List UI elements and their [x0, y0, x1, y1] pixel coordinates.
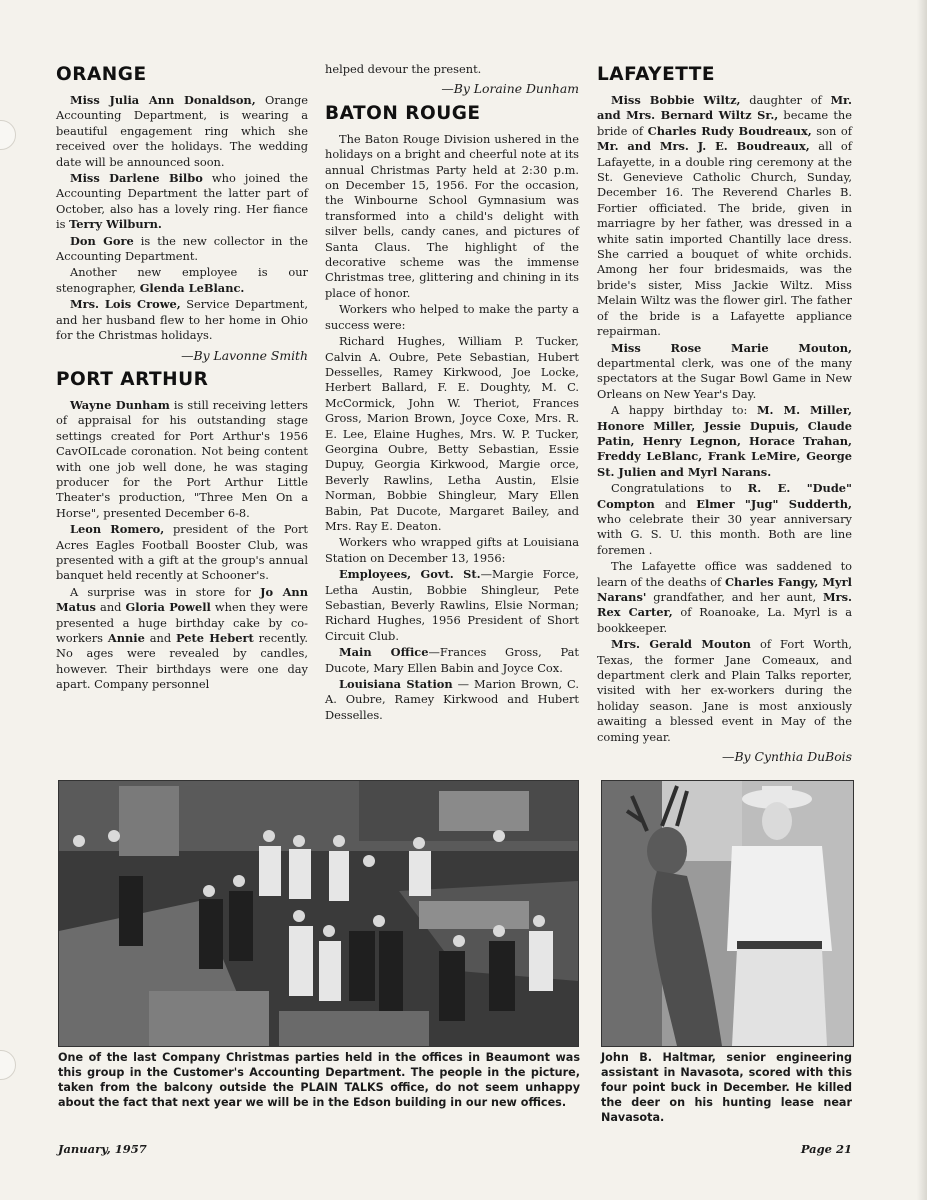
binder-hole — [0, 1050, 16, 1080]
paragraph: Miss Rose Marie Mouton, departmental clerk, was one of the many spectators at the Sugar Bowl Game in New Orleans on New Year's Day. — [597, 340, 852, 401]
paragraph: Main Office—Frances Gross, Pat Ducote, Mary Ellen Babin and Joyce Cox. — [325, 645, 579, 675]
paragraph: Richard Hughes, William P. Tucker, Calvin A. Oubre, Pete Sebastian, Hubert Desselles, Ramey Kirkwood, Joe Locke, Herbert Ballard, F. E. Doughty, M. C. McCormick, John W. Theriot, Frances Gross, Marion Brown, Joyce Coxe, Mrs. R. E. Lee, Elaine Hughes, Mrs. W. P. Tucker, Georgina Oubre, Betty Sebastian, Essie Dupuy, Georgia Kirkwood, Margie orce, Beverly Rawlins, Letha Austin, Elsie Norman, Bobbie Shingleur, Mary Ellen Babin, Pat Ducote, Margaret Bailey, and Mrs. Ray E. Deaton. — [325, 334, 579, 533]
paragraph: Mrs. Lois Crowe, Service Department, and her husband flew to her home in Ohio for the Christmas holidays. — [56, 297, 308, 343]
page-edge-shadow — [917, 0, 927, 1200]
paragraph: Wayne Dunham is still receiving letters of appraisal for his outstanding stage settings created for Port Arthur's 1956 CavOILcade coronation. Not being content with one job well done, he was staging producer for the Port Arthur Little Theater's production, "Three Men On a Horse", presented December 6-8. — [56, 397, 308, 520]
section-heading-port-arthur: PORT ARTHUR — [56, 368, 209, 390]
issue-date: January, 1957 — [58, 1142, 147, 1156]
paragraph: A surprise was in store for Jo Ann Matus and Gloria Powell when they were presented a huge birthday cake by co-workers Annie and Pete Hebert recently. No ages were revealed by candles, however. Their birthdays were one day apart. Company personnel — [56, 584, 308, 692]
paragraph: Don Gore is the new collector in the Accounting Department. — [56, 233, 308, 264]
column-left — [56, 62, 308, 694]
byline: —By Lavonne Smith — [181, 347, 308, 363]
paragraph: Another new employee is our stenographer, Glenda LeBlanc. — [56, 265, 308, 295]
binder-hole — [0, 120, 16, 150]
paragraph: Miss Darlene Bilbo who joined the Accounting Department the latter part of October, also has a lovely ring. Her fiance is Terry Wilburn. — [56, 171, 308, 232]
party-photo-caption: One of the last Company Christmas parties held in the offices in Beaumont was this group in the Customer's Accounting Department. The people in the picture, taken from the balcony outside the PLAIN TALKS office, do not seem unhappy about the fact that next year we will be in the Edson building in our new offices. — [58, 1051, 580, 1109]
paragraph: Workers who wrapped gifts at Louisiana Station on December 13, 1956: — [325, 535, 579, 565]
paragraph: Mrs. Gerald Mouton of Fort Worth, Texas, the former Jane Comeaux, and department clerk and Plain Talks reporter, visited with her ex-workers during the holiday season. Jane is most anxiously awaiting a blessed event in May of the coming year. — [597, 637, 852, 744]
paragraph: Congratulations to R. E. "Dude" Compton and Elmer "Jug" Sudderth, who celebrate their 30 year anniversary with G. S. U. this month. Both are line foremen . — [597, 481, 852, 557]
office-party-photo — [58, 780, 579, 1047]
paragraph: Workers who helped to make the party a success were: — [325, 302, 579, 332]
paragraph: The Baton Rouge Division ushered in the holidays on a bright and cheerful note at its annual Christmas Party held at 2:30 p.m. on December 15, 1956. For the occasion, the Winbourne School Gymnasium was transformed into a child's delight with silver bells, candy canes, and pictures of Santa Claus. The highlight of the decorative scheme was the immense Christmas tree, glittering and chining in its place of honor. — [325, 131, 579, 300]
section-heading-baton-rouge: BATON ROUGE — [325, 102, 481, 124]
page-number: Page 21 — [800, 1142, 852, 1156]
paragraph: Miss Bobbie Wiltz, daughter of Mr. and Mrs. Bernard Wiltz Sr., became the bride of Charles Rudy Boudreaux, son of Mr. and Mrs. J. E. Boudreaux, all of Lafayette, in a double ring ceremony at the St. Genevieve Catholic Church, Sunday, December 16. The Reverend Charles B. Fortier officiated. The bride, given in marriagre by her father, was dressed in a white satin imported Chantilly lace dress. She carried a bouquet of white orchids. Among her four bridesmaids, was the bride's sister, Miss Jackie Wiltz. Miss Melain Wiltz was the flower girl. The father of the bride is a Lafayette appliance repairman. — [597, 93, 852, 339]
haltmar-deer-photo — [601, 780, 854, 1047]
column-middle — [325, 62, 579, 724]
paragraph: The Lafayette office was saddened to learn of the deaths of Charles Fangy, Myrl Narans' grandfather, and her aunt, Mrs. Rex Carter, of Roanoake, La. Myrl is a bookkeeper. — [597, 559, 852, 635]
paragraph: Employees, Govt. St.—Margie Force, Letha Austin, Bobbie Shingleur, Pete Sebastian, Beverly Rawlins, Elsie Norman; Richard Hughes, 1956 President of Short Circuit Club. — [325, 567, 579, 643]
byline: —By Loraine Dunham — [441, 81, 579, 97]
byline: —By Cynthia DuBois — [722, 749, 852, 765]
paragraph: A happy birthday to: M. M. Miller, Honore Miller, Jessie Dupuis, Claude Patin, Henry Legnon, Horace Trahan, Freddy LeBlanc, Frank LeMire, George St. Julien and Myrl Narans. — [597, 403, 852, 479]
section-heading-lafayette: LAFAYETTE — [597, 64, 716, 85]
haltmar-photo-caption: John B. Haltmar, senior engineering assistant in Navasota, scored with this four point buck in December. He killed the deer on his hunting lease near Navasota. — [601, 1051, 852, 1124]
continued-text: helped devour the present. — [325, 62, 482, 76]
paragraph: Miss Julia Ann Donaldson, Orange Accounting Department, is wearing a beautiful engagement ring which she received over the holidays. The wedding date will be announced soon. — [56, 93, 308, 169]
paragraph: Louisiana Station — Marion Brown, C. A. Oubre, Ramey Kirkwood and Hubert Desselles. — [325, 677, 579, 722]
column-right — [597, 62, 852, 770]
paragraph: Leon Romero, president of the Port Acres Eagles Football Booster Club, was presented with a gift at the group's annual banquet held recently at Schooner's. — [56, 522, 308, 583]
section-heading-orange: ORANGE — [56, 64, 147, 85]
